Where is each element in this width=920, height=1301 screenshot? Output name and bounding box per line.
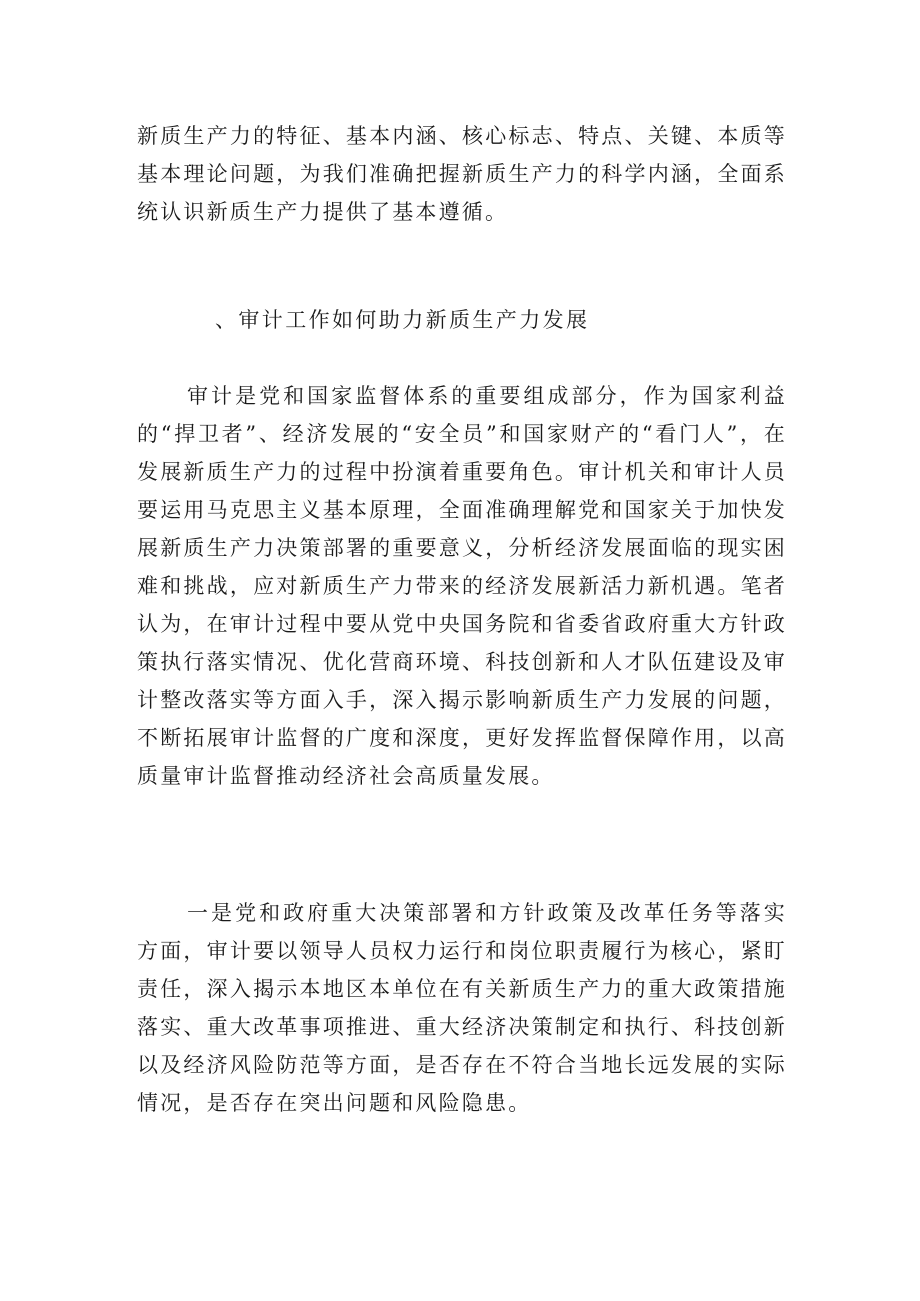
section-heading: 、审计工作如何助力新质生产力发展 — [215, 308, 590, 332]
paragraph-audit-role: 审计是党和国家监督体系的重要组成部分，作为国家利益的“捍卫者”、经济发展的“安全员”和国家财产的“看门人”，在发展新质生产力的过程中扮演着重要角色。审计机关和审计人员要运用马克思主义基本原理，全面准确理解党和国家关于加快发展新质生产力决策部署的重要意义，分析经济发展面临的现实困难和挑战，应对新质生产力带来的经济发展新活力新机遇。笔者认为，在审计过程中要从党中央国务院和省委省政府重大方针政策执行落实情况、优化营商环境、科技创新和人才队伍建设及审计整改落实等方面入手，深入揭示影响新质生产力发展的问题，不断拓展审计监督的广度和深度，更好发挥监督保障作用，以高质量审计监督推动经济社会高质量发展。 — [137, 384, 787, 788]
paragraph-point-one: 一是党和政府重大决策部署和方针政策及改革任务等落实方面，审计要以领导人员权力运行和岗位职责履行为核心，紧盯责任，深入揭示本地区本单位在有关新质生产力的重大政策措施落实、重大改革事项推进、重大经济决策制定和执行、科技创新以及经济风险防范等方面，是否存在不符合当地长远发展的实际情况，是否存在突出问题和风险隐患。 — [137, 901, 787, 1115]
paragraph-intro-continuation: 新质生产力的特征、基本内涵、核心标志、特点、关键、本质等基本理论问题，为我们准确把握新质生产力的科学内涵，全面系统认识新质生产力提供了基本遵循。 — [137, 124, 787, 224]
